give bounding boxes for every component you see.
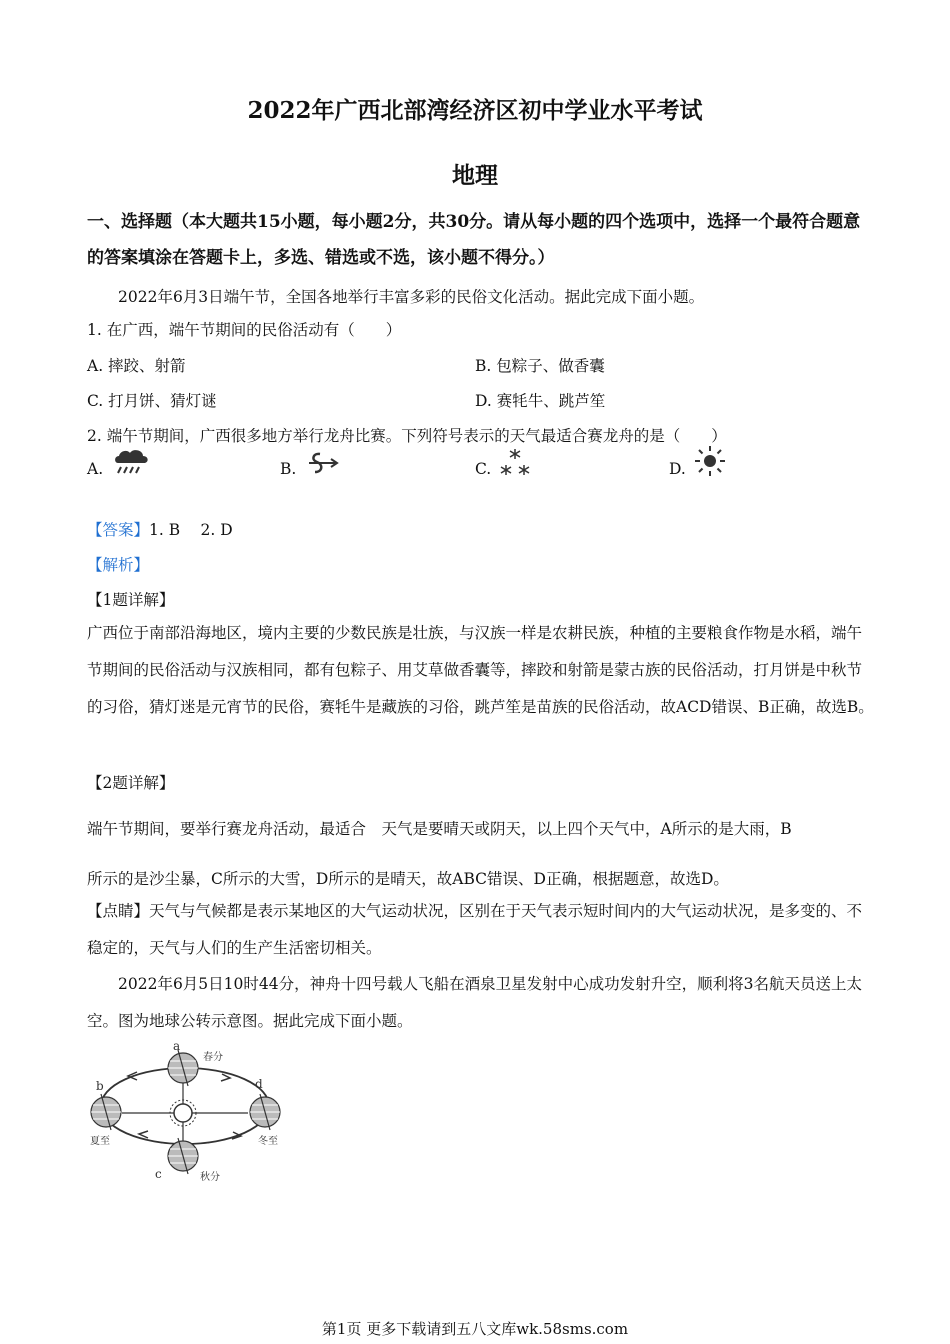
page-title: 2022年广西北部湾经济区初中学业水平考试 <box>247 97 703 124</box>
label-c: c <box>155 1167 162 1181</box>
label-summer-solstice: 夏至 <box>90 1136 110 1147</box>
sunny-icon <box>693 444 727 478</box>
page-footer: 第1页 更多下载请到五八文库wk.58sms.com <box>321 1320 629 1338</box>
q2-option-b <box>280 460 343 478</box>
tip-text: 天气与气候都是表示某地区的大气运动状况，区别在于天气表示短时间内的大气运动状况，是多变的、不稳定的，天气与人们的生产生活密切相关。 <box>87 902 863 957</box>
intro-paragraph-1: 2022年6月3日端午节，全国各地举行丰富多彩的民俗文化活动。据此完成下面小题。 <box>118 288 705 306</box>
earth-revolution-diagram <box>82 1038 292 1186</box>
q2-option-a <box>87 460 152 479</box>
tip-paragraph <box>87 893 877 967</box>
q1-option-c: C. 打月饼、猜灯谜 <box>87 392 217 410</box>
answer-label: 【答案】 <box>87 521 150 539</box>
orbit-arrow-top <box>221 1074 230 1081</box>
answer-line <box>87 518 233 542</box>
answer-text: 1. B 2. D <box>149 521 233 539</box>
q2-option-b-letter: B. <box>280 460 297 478</box>
label-b: b <box>96 1079 104 1093</box>
intro-paragraph-2: 2022年6月5日10时44分，神舟十四号载人飞船在酒泉卫星发射中心成功发射升空，顺利将3名航天员送上太空。图为地球公转示意图。据此完成下面小题。 <box>87 975 862 1030</box>
detail-1-text: 广西位于南部沿海地区，境内主要的少数民族是壮族，与汉族一样是农耕民族，种植的主要粮食作物是水稻，端午节期间的民俗活动与汉族相同，都有包粽子、用艾草做香囊等，摔跤和射箭是蒙古族的民俗活动，打月饼是中秋节的习俗，猜灯迷是元宵节的民俗，赛牦牛是藏族的习俗，跳芦笙是苗族的民俗活动，故ACD错误、B正确，故选B。 <box>87 624 874 716</box>
q1-option-b: B. 包粽子、做香囊 <box>475 357 605 375</box>
tip-label: 【点睛】 <box>87 902 150 920</box>
label-a: a <box>173 1039 181 1053</box>
sandstorm-icon <box>303 450 343 478</box>
detail-1-label: 【1题详解】 <box>87 591 175 609</box>
analysis-label: 【解析】 <box>87 556 150 574</box>
q2-option-d-letter: D. <box>669 460 686 478</box>
q2-option-c <box>475 460 532 480</box>
earth-icon-a <box>168 1050 198 1086</box>
label-winter-solstice: 冬至 <box>258 1136 278 1147</box>
q2-option-a-letter: A. <box>87 460 104 478</box>
heavy-snow-icon <box>498 446 532 480</box>
detail-2-label: 【2题详解】 <box>87 774 175 792</box>
label-d: d <box>255 1077 263 1091</box>
question-1-stem: 1. 在广西，端午节期间的民俗活动有（ ） <box>87 321 402 339</box>
detail-2-line-2: 所示的是沙尘暴，C所示的大雪，D所示的是晴天，故ABC错误、D正确，根据题意，故选D。 <box>87 870 729 888</box>
earth-icon-b <box>91 1094 121 1130</box>
question-2-stem: 2. 端午节期间，广西很多地方举行龙舟比赛。下列符号表示的天气最适合赛龙舟的是（ ） <box>87 427 727 445</box>
label-autumn-equinox: 秋分 <box>200 1172 220 1183</box>
q1-option-d: D. 赛牦牛、跳芦笙 <box>475 392 606 410</box>
sun-icon <box>170 1100 196 1126</box>
heavy-rain-icon <box>112 447 152 479</box>
q1-option-a: A. 摔跤、射箭 <box>87 357 186 375</box>
orbit-arrow-bottom <box>139 1131 148 1138</box>
q2-option-d <box>669 460 727 478</box>
label-spring-equinox: 春分 <box>203 1052 223 1063</box>
earth-icon-d <box>250 1094 280 1130</box>
detail-2-line-1: 端午节期间，要举行赛龙舟活动，最适合 天气是要晴天或阴天，以上四个天气中，A所示的是大雨，B <box>87 820 792 838</box>
subject-title: 地理 <box>452 162 498 189</box>
section-heading: 一、选择题（本大题共15小题，每小题2分，共30分。请从每小题的四个选项中，选择一个最符合题意的答案填涂在答题卡上，多选、错选或不选，该小题不得分。） <box>87 212 861 268</box>
q2-option-c-letter: C. <box>475 460 492 478</box>
